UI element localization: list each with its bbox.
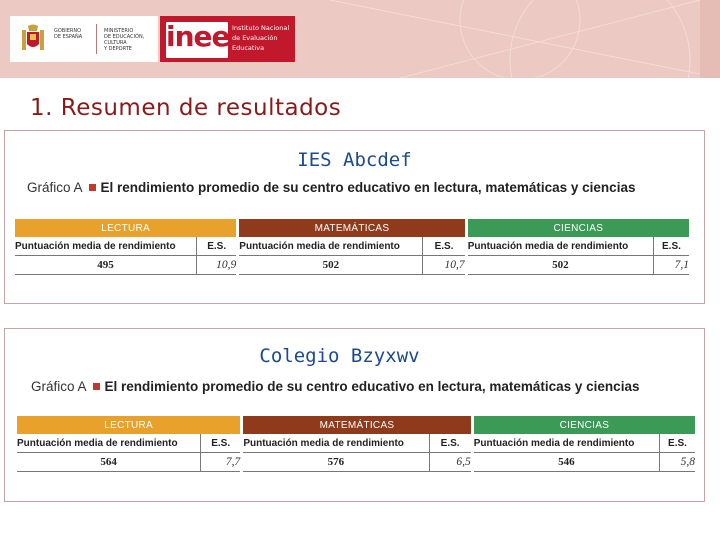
score-column-label: Puntuación media de rendimiento: [243, 434, 429, 453]
chart-caption: [31, 379, 639, 394]
es-column-label: E.S.: [659, 434, 695, 453]
chart-caption-title: El rendimiento promedio de su centro educativo en lectura, matemáticas y ciencias: [104, 379, 640, 394]
lectura-standard-error: 7,7: [201, 453, 241, 472]
score-column-label: Puntuación media de rendimiento: [239, 237, 423, 256]
inee-name: Instituto Nacional de Evaluación Educativa: [232, 24, 290, 52]
school-report-card: [4, 328, 705, 502]
chart-caption: [27, 180, 635, 195]
bullet-square-icon: [93, 383, 100, 390]
ciencias-score: 546: [474, 453, 660, 472]
score-column-label: Puntuación media de rendimiento: [17, 434, 201, 453]
chart-label: Gráfico A: [31, 379, 87, 394]
page-title: 1. Resumen de resultados: [30, 95, 342, 121]
inee-wordmark: inee: [166, 22, 228, 58]
score-column-label: Puntuación media de rendimiento: [468, 237, 654, 256]
es-column-label: E.S.: [197, 237, 237, 256]
subject-header-ciencias: CIENCIAS: [474, 416, 695, 434]
matematicas-standard-error: 10,7: [423, 256, 465, 275]
logo-divider: [96, 24, 97, 54]
lectura-score: 564: [17, 453, 201, 472]
ciencias-standard-error: 7,1: [653, 256, 689, 275]
bullet-square-icon: [89, 184, 96, 191]
header-banner: [0, 0, 720, 78]
es-column-label: E.S.: [423, 237, 465, 256]
matematicas-score: 576: [243, 453, 429, 472]
ciencias-score: 502: [468, 256, 654, 275]
spain-crest-icon: [20, 24, 46, 54]
es-column-label: E.S.: [429, 434, 471, 453]
score-column-label: Puntuación media de rendimiento: [474, 434, 660, 453]
school-name: Colegio Bzyxwv: [259, 345, 420, 367]
matematicas-score: 502: [239, 256, 423, 275]
es-column-label: E.S.: [201, 434, 241, 453]
school-report-card: [4, 130, 705, 304]
score-column-label: Puntuación media de rendimiento: [15, 237, 197, 256]
lectura-score: 495: [15, 256, 197, 275]
subject-header-lectura: LECTURA: [15, 219, 236, 237]
government-text: GOBIERNO DE ESPAÑA: [54, 28, 83, 40]
ciencias-standard-error: 5,8: [659, 453, 695, 472]
lectura-standard-error: 10,9: [197, 256, 237, 275]
subject-header-lectura: LECTURA: [17, 416, 240, 434]
matematicas-standard-error: 6,5: [429, 453, 471, 472]
subject-header-matematicas: MATEMÁTICAS: [239, 219, 464, 237]
government-logo: [10, 16, 158, 62]
school-name: IES Abcdef: [297, 149, 412, 171]
results-table: [15, 219, 689, 275]
inee-logo: [160, 16, 295, 62]
subject-header-matematicas: MATEMÁTICAS: [243, 416, 470, 434]
results-table: [17, 416, 695, 472]
ministry-text: MINISTERIO DE EDUCACIÓN, CULTURA Y DEPORTE: [104, 28, 145, 52]
chart-label: Gráfico A: [27, 180, 83, 195]
es-column-label: E.S.: [653, 237, 689, 256]
chart-caption-title: El rendimiento promedio de su centro educativo en lectura, matemáticas y ciencias: [100, 180, 636, 195]
subject-header-ciencias: CIENCIAS: [468, 219, 689, 237]
